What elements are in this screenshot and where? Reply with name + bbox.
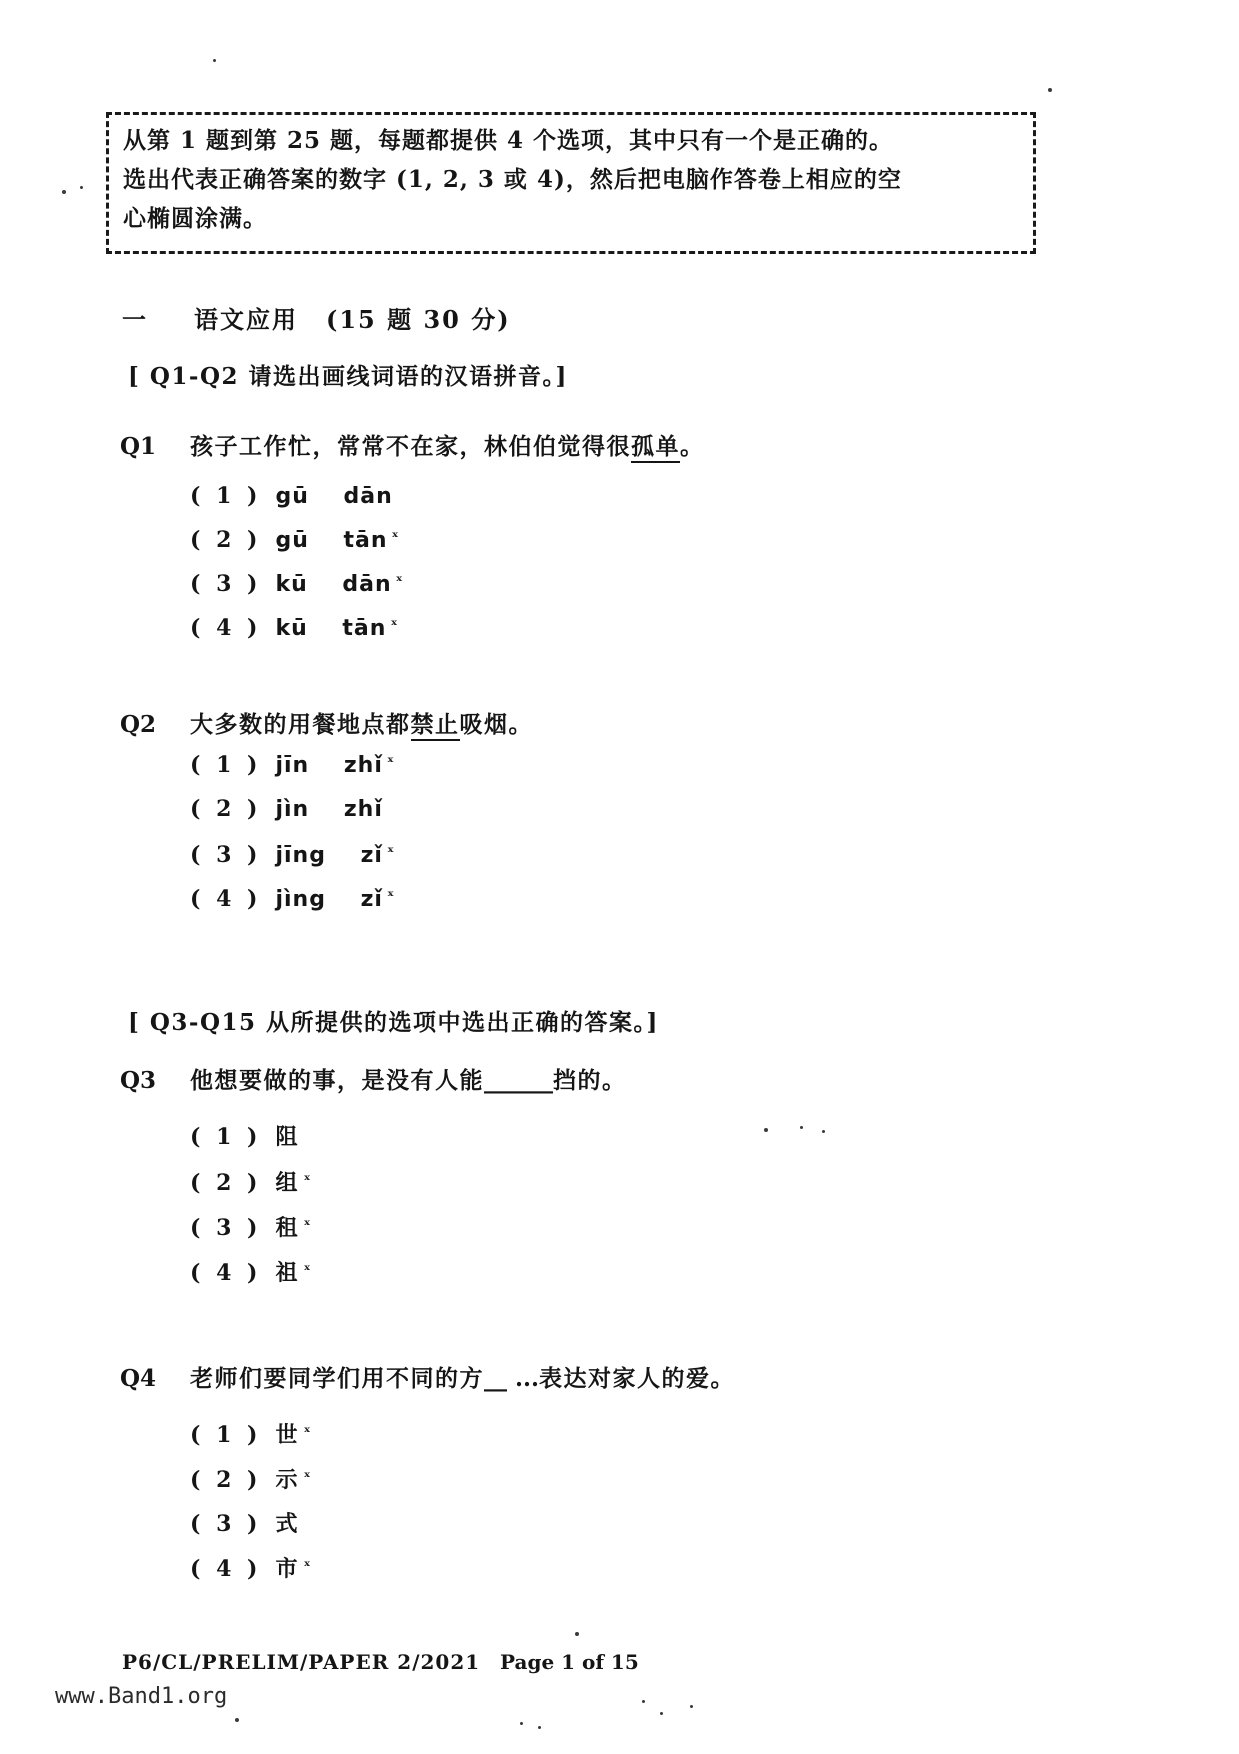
section-marks: (15 题 30 分) <box>326 305 511 334</box>
q3-option-2-pencil-mark: ˣ <box>303 1171 311 1189</box>
q3-option-2-text: 组 <box>275 1170 300 1196</box>
question-q2-label: Q2 <box>120 711 157 738</box>
q2-option-1-text: jīn zhǐ <box>275 753 383 778</box>
q1-option-4 <box>190 615 398 641</box>
q2-stem-post: 吸烟。 <box>459 711 533 738</box>
q1-option-3-pencil-mark: ˣ <box>395 572 403 590</box>
q3-stem-blank: ______ <box>484 1067 553 1094</box>
instruction-bracket-q3-q15: [ Q3-Q15 从所提供的选项中选出正确的答案。] <box>128 1009 659 1036</box>
q2-option-4-number: ( 4 ) <box>190 886 262 912</box>
q1-option-2-text: gū tān <box>275 528 388 553</box>
q1-stem-underlined: 孤单 <box>631 433 680 463</box>
q1-option-1-number: ( 1 ) <box>190 483 262 509</box>
instruction-line-3: 心椭圆涂满。 <box>123 205 267 232</box>
q3-option-4 <box>190 1256 311 1287</box>
scan-speck <box>800 1126 803 1129</box>
q4-option-1-pencil-mark: ˣ <box>303 1423 311 1441</box>
question-q3-stem <box>120 1062 627 1095</box>
watermark-band1-org: www.Band1.org <box>55 1684 228 1709</box>
q2-option-2-number: ( 2 ) <box>190 796 262 822</box>
q3-option-3-text: 租 <box>275 1215 300 1241</box>
scan-speck <box>1048 88 1052 92</box>
q4-stem-blank: __ ... <box>484 1365 540 1392</box>
q4-option-2-number: ( 2 ) <box>190 1467 262 1493</box>
instruction-line-2: 选出代表正确答案的数字 (1, 2, 3 或 4)，然后把电脑作答卷上相应的空 <box>123 166 902 193</box>
q1-option-4-pencil-mark: ˣ <box>390 616 398 634</box>
q4-option-2-pencil-mark: ˣ <box>303 1468 311 1486</box>
scan-speck <box>538 1726 541 1729</box>
q3-option-4-number: ( 4 ) <box>190 1260 262 1286</box>
q2-option-3-pencil-mark: ˣ <box>386 843 395 861</box>
q2-option-3 <box>190 842 394 868</box>
section-title: 语文应用 <box>194 305 298 334</box>
q2-option-1 <box>190 752 394 778</box>
q4-option-2-text: 示 <box>275 1467 300 1493</box>
q1-option-1-text: gū dān <box>275 484 393 509</box>
scan-speck <box>80 186 83 189</box>
q1-option-4-number: ( 4 ) <box>190 615 262 641</box>
scan-speck <box>235 1718 239 1722</box>
q2-option-3-text: jīng zǐ <box>275 843 383 868</box>
q1-option-2 <box>190 527 399 553</box>
q4-option-4-text: 市 <box>275 1556 300 1582</box>
q4-option-1 <box>190 1418 311 1449</box>
q4-option-3 <box>190 1507 303 1538</box>
q1-option-4-text: kū tān <box>275 616 387 641</box>
scan-speck <box>575 1632 579 1636</box>
q1-option-1 <box>190 483 397 509</box>
question-q3-label: Q3 <box>120 1067 157 1094</box>
q4-stem-post: 表达对家人的爱。 <box>539 1365 736 1392</box>
scan-speck <box>520 1722 523 1725</box>
q1-option-2-pencil-mark: ˣ <box>391 528 399 546</box>
q2-option-1-pencil-mark: ˣ <box>386 753 395 771</box>
question-q1-label: Q1 <box>120 433 157 460</box>
q2-option-4-pencil-mark: ˣ <box>386 887 395 905</box>
scan-speck <box>213 59 216 62</box>
q2-option-4 <box>190 886 394 912</box>
q2-stem-underlined: 禁止 <box>411 711 460 741</box>
q4-option-4-number: ( 4 ) <box>190 1556 262 1582</box>
footer-page-number: Page 1 of 15 <box>500 1650 639 1674</box>
scan-speck <box>764 1128 768 1132</box>
question-q4-stem <box>120 1360 735 1393</box>
q4-option-2 <box>190 1463 311 1494</box>
q3-option-3 <box>190 1211 311 1242</box>
q3-stem-pre: 他想要做的事，是没有人能 <box>190 1067 484 1094</box>
q3-stem-post: 挡的。 <box>553 1067 627 1094</box>
q3-option-1 <box>190 1120 303 1151</box>
q4-option-1-text: 世 <box>275 1422 300 1448</box>
q2-stem-pre: 大多数的用餐地点都 <box>190 711 411 738</box>
q4-option-4 <box>190 1552 311 1583</box>
q3-option-2 <box>190 1166 311 1197</box>
instruction-line-1: 从第 1 题到第 25 题，每题都提供 4 个选项，其中只有一个是正确的。 <box>123 127 894 154</box>
q4-option-4-pencil-mark: ˣ <box>303 1557 311 1575</box>
q3-option-1-number: ( 1 ) <box>190 1124 262 1150</box>
q4-option-3-text: 式 <box>275 1511 300 1537</box>
q3-option-1-text: 阻 <box>275 1124 300 1150</box>
q2-option-2-text: jìn zhǐ <box>275 797 383 822</box>
q1-option-3-text: kū dān <box>275 572 392 597</box>
scan-speck <box>822 1130 825 1133</box>
question-q4-label: Q4 <box>120 1365 157 1392</box>
instruction-bracket-q1-q2: [ Q1-Q2 请选出画线词语的汉语拼音。] <box>128 363 568 390</box>
q2-option-2 <box>190 796 387 822</box>
q4-option-3-number: ( 3 ) <box>190 1511 262 1537</box>
section-number: 一 <box>122 305 148 334</box>
q1-stem-post: 。 <box>680 433 705 460</box>
q3-option-3-number: ( 3 ) <box>190 1215 262 1241</box>
q3-option-2-number: ( 2 ) <box>190 1170 262 1196</box>
q4-stem-pre: 老师们要同学们用不同的方 <box>190 1365 484 1392</box>
q1-option-3 <box>190 571 403 597</box>
q2-option-1-number: ( 1 ) <box>190 752 262 778</box>
footer-doc-reference: P6/CL/PRELIM/PAPER 2/2021 <box>122 1650 481 1674</box>
q3-option-3-pencil-mark: ˣ <box>303 1216 311 1234</box>
question-q1-stem <box>120 428 705 461</box>
q2-option-4-text: jìng zǐ <box>275 887 383 912</box>
scan-speck <box>62 190 66 194</box>
q1-option-2-number: ( 2 ) <box>190 527 262 553</box>
q2-option-3-number: ( 3 ) <box>190 842 262 868</box>
scan-speck <box>660 1712 663 1715</box>
q4-option-1-number: ( 1 ) <box>190 1422 262 1448</box>
question-q2-stem <box>120 706 533 739</box>
q1-option-3-number: ( 3 ) <box>190 571 262 597</box>
scan-speck <box>690 1705 693 1708</box>
instruction-box <box>106 112 1036 254</box>
section-heading <box>122 300 511 335</box>
q3-option-4-pencil-mark: ˣ <box>303 1261 311 1279</box>
scan-speck <box>642 1700 645 1703</box>
q3-option-4-text: 祖 <box>275 1260 300 1286</box>
q1-stem-pre: 孩子工作忙，常常不在家，林伯伯觉得很 <box>190 433 631 460</box>
